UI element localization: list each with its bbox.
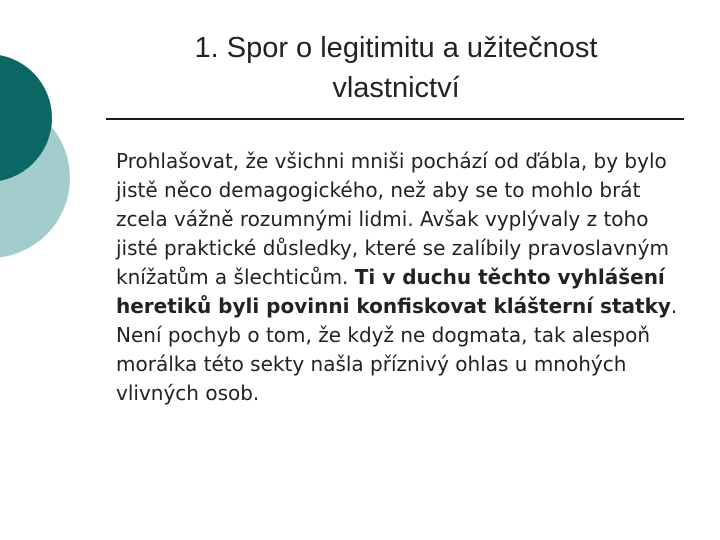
paragraph-bold-text: Ti v duchu těchto vyhlášení heretiků byli povinni konfiskovat klášterní statky bbox=[116, 265, 671, 318]
title-line-2: vlastnictví bbox=[332, 72, 460, 104]
decorative-circles bbox=[0, 0, 120, 300]
title-line-1: 1. Spor o legitimitu a užitečnost bbox=[194, 32, 598, 64]
title-divider bbox=[106, 118, 684, 120]
body-paragraph bbox=[116, 147, 686, 408]
paragraph-text-start: Prohlašovat, že všichni mniši pochází od ďábla, by bylo jistě něco demagogického, než aby se to mohlo brát zcela vážně rozumnými lidmi. Avšak vyplývaly z toho jisté praktické důsledky, které se zalíbily pravoslavným knížatům a šlechticům. bbox=[116, 149, 669, 289]
slide-title bbox=[112, 28, 680, 108]
paragraph-text-end: . Není pochyb o tom, že když ne dogmata, tak alespoň morálka této sekty našla příznivý ohlas u mnohých vlivných osob. bbox=[116, 294, 678, 405]
